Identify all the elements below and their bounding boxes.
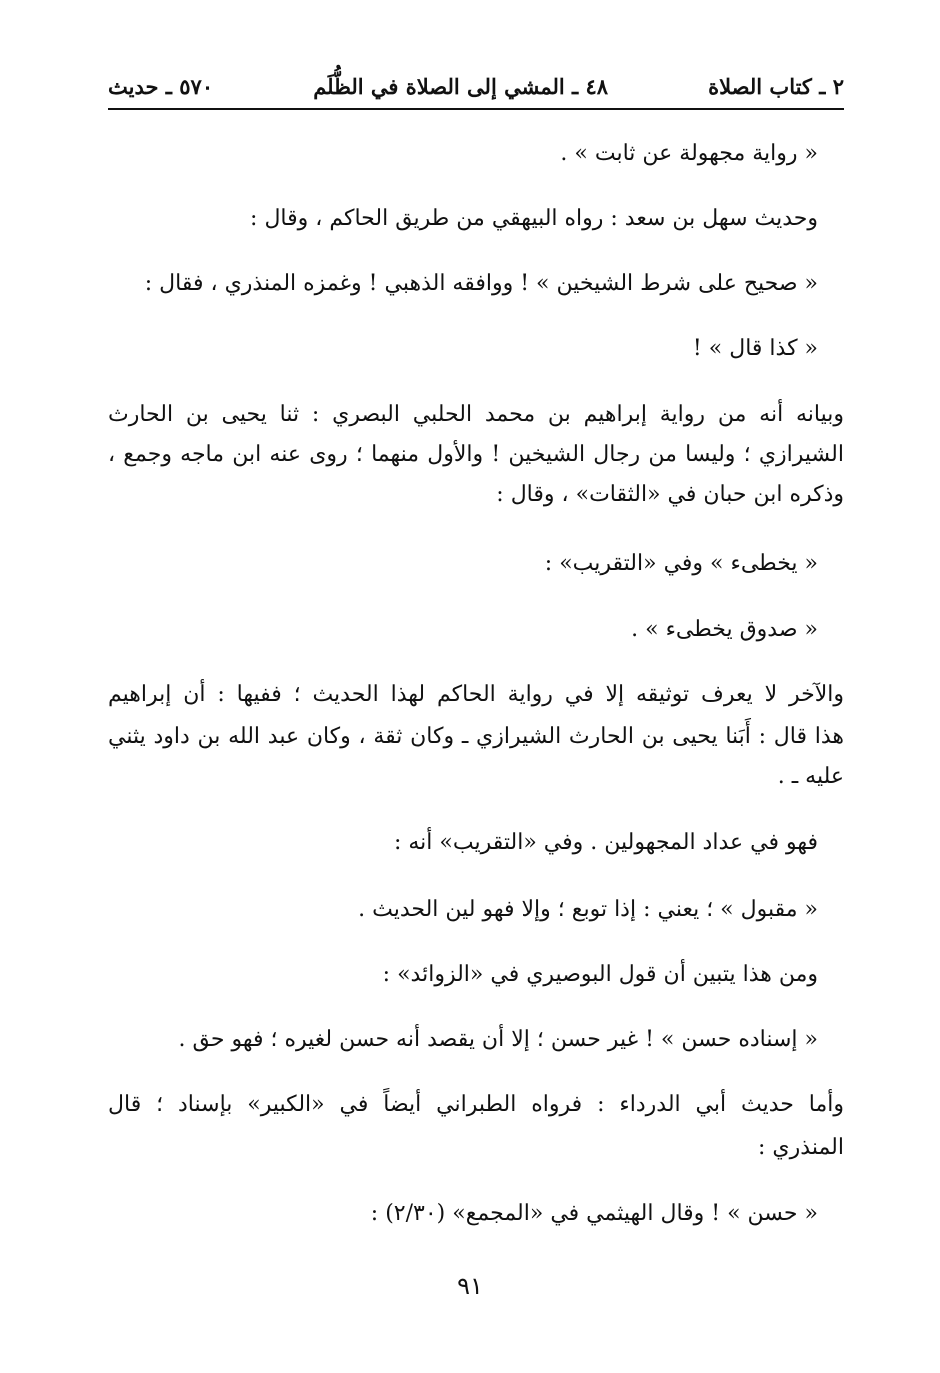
text-line: والآخر لا يعرف توثيقه إلا في رواية الحاكم لهذا الحديث ؛ ففيها : أن إبراهيم <box>108 682 844 707</box>
text-line: « رواية مجهولة عن ثابت » . <box>560 141 818 166</box>
text-line: وذكره ابن حبان في «الثقات» ، وقال : <box>496 482 844 507</box>
text-line: وحديث سهل بن سعد : رواه البيهقي من طريق الحاكم ، وقال : <box>250 206 818 231</box>
text-line: « صحيح على شرط الشيخين » ! ووافقه الذهبي ! وغمزه المنذري ، فقال : <box>144 271 818 296</box>
text-line: هذا قال : أَبَنا يحيى بن الحارث الشيرازي ـ وكان ثقة ، وكان عبد الله بن داود يثني <box>108 724 844 749</box>
running-header <box>108 66 844 106</box>
header-section: ٤٨ ـ المشي إلى الصلاة في الظُّلَم <box>313 73 609 99</box>
text-line: عليه ـ . <box>777 764 844 789</box>
page-number: ٩١ <box>457 1272 483 1300</box>
text-line: « حسن » ! وقال الهيثمي في «المجمع» (٢/٣٠) : <box>370 1201 818 1226</box>
text-line: المنذري : <box>758 1135 844 1160</box>
text-line: فهو في عداد المجهولين . وفي «التقريب» أنه : <box>393 830 818 855</box>
text-line: « إسناده حسن » ! غير حسن ؛ إلا أن يقصد أنه حسن لغيره ؛ فهو حق . <box>178 1027 818 1052</box>
header-chapter: ٢ ـ كتاب الصلاة <box>708 73 844 99</box>
text-line: « صدوق يخطىء » . <box>631 617 818 642</box>
text-line: ومن هذا يتبين أن قول البوصيري في «الزوائد» : <box>382 962 818 987</box>
text-line: « مقبول » ؛ يعني : إذا توبع ؛ وإلا فهو لين الحديث . <box>358 897 818 922</box>
text-line: وبيانه أنه من رواية إبراهيم بن محمد الحلبي البصري : ثنا يحيى بن الحارث <box>108 402 844 427</box>
text-line: الشيرازي ؛ وليسا من رجال الشيخين ! والأول منهما ؛ روى عنه ابن ماجه وجمع ، <box>108 442 844 467</box>
text-line: « كذا قال » ! <box>692 336 818 361</box>
header-hadith-number: ٥٧٠ ـ حديث <box>108 73 214 99</box>
text-line: وأما حديث أبي الدرداء : فرواه الطبراني أيضاً في «الكبير» بإسناد ؛ قال <box>108 1092 844 1117</box>
text-line: « يخطىء » وفي «التقريب» : <box>544 551 818 576</box>
header-rule <box>108 108 844 110</box>
